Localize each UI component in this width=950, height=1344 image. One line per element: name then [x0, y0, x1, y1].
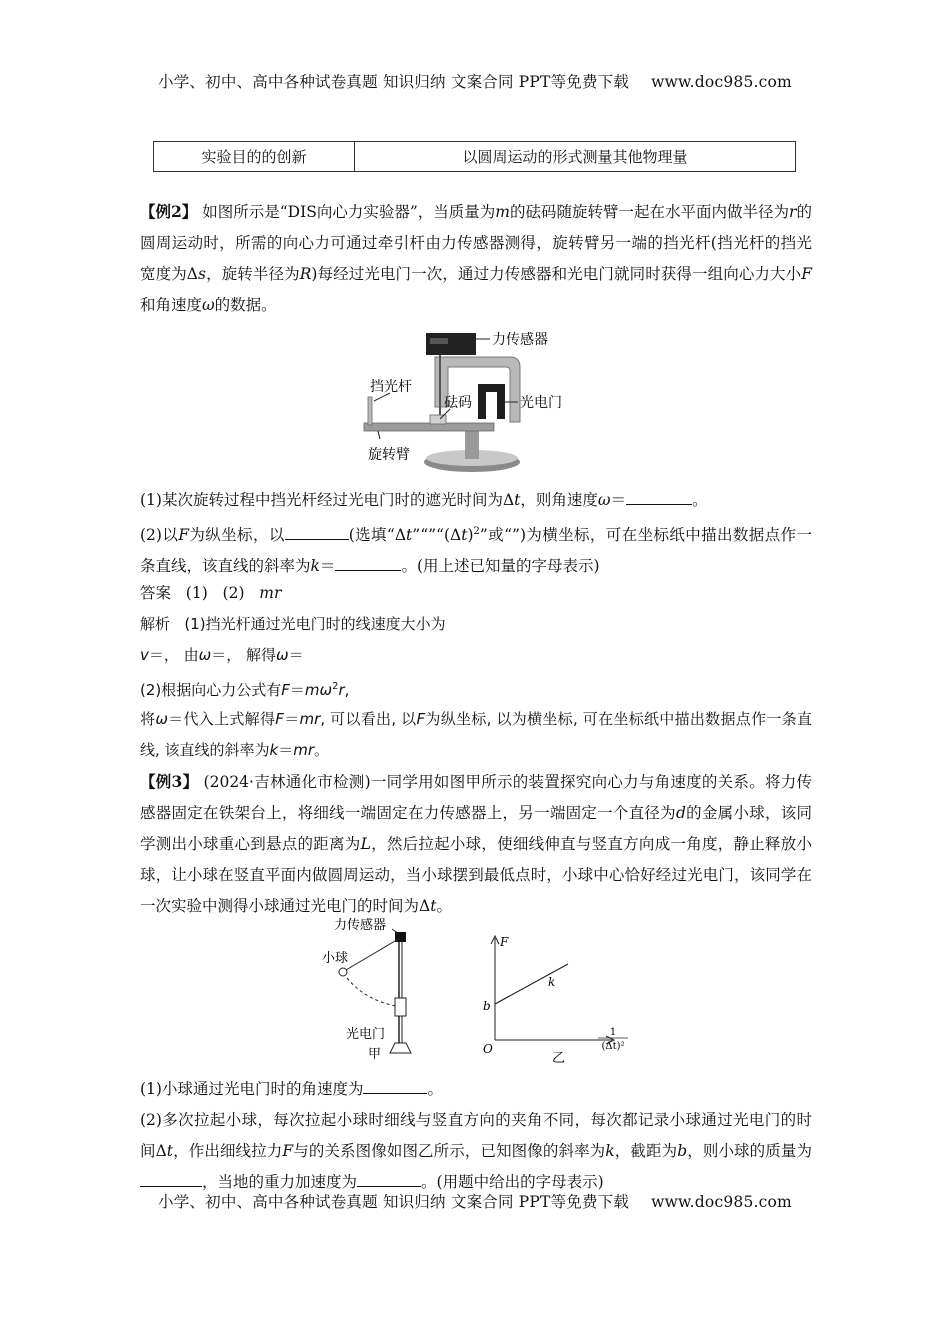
- var: mr: [299, 710, 321, 728]
- label-F: F: [500, 935, 509, 949]
- text: (2)根据向心力公式有: [140, 681, 282, 699]
- text: 的数据。: [214, 296, 277, 314]
- text: 。: [427, 1080, 443, 1098]
- text: ＝: [610, 491, 627, 509]
- label-arm: 旋转臂: [368, 447, 410, 463]
- var: t: [461, 526, 468, 545]
- example2-q2: [140, 516, 812, 582]
- text: 。(用上述已知量的字母表示): [401, 557, 600, 576]
- var: s: [198, 265, 206, 283]
- var: L: [360, 835, 371, 853]
- text: 的圆周运动时，所需的向心力可通过牵引杆由力传感器测得，旋转臂另一端的挡光杆(挡光杆的挡光宽度为Δ: [140, 203, 812, 283]
- text: (2)多次拉起小球，每次拉起小球时细线与竖直方向的夹角不同，每次都记录小球通过光电门的时间Δ: [140, 1111, 812, 1160]
- var: mr: [293, 741, 315, 759]
- text: (2024·吉林通化市检测)一同学用如图甲所示的装置探究向心力与角速度的关系。将力传感器固定在铁架台上，将细线一端固定在力传感器上，另一端固定一个直径为: [140, 773, 812, 822]
- example3-figure: [320, 918, 640, 1070]
- var: mr: [259, 584, 282, 602]
- ball: [339, 968, 347, 976]
- var: d: [675, 804, 686, 822]
- text: (2)以: [140, 526, 179, 545]
- label-force-sensor: 力传感器: [492, 332, 548, 348]
- stand-base: [390, 1043, 411, 1053]
- superscript: 2: [332, 681, 339, 692]
- footer-text: 小学、初中、高中各种试卷真题 知识归纳 文案合同 PPT等免费下载: [158, 1193, 630, 1211]
- dis-apparatus-figure: [360, 327, 590, 475]
- label-force-sensor: 力传感器: [334, 918, 387, 933]
- text: ”或“”)为横坐标，可在坐标纸中描出数据点作一条直线，该直线的斜率为: [140, 526, 812, 576]
- text: , 可以看出, 以: [320, 710, 417, 728]
- example-tag: 【例3】: [140, 772, 199, 791]
- label-rod: 挡光杆: [370, 379, 412, 395]
- text: (2): [222, 584, 245, 602]
- text: 的砝码随旋转臂一起在水平面内做半径为: [510, 203, 790, 221]
- label-weight: 砝码: [444, 395, 472, 411]
- example3-stem: [140, 766, 812, 922]
- var: r: [338, 681, 345, 699]
- example2-analysis-1: [140, 609, 812, 640]
- var: mω: [304, 681, 333, 699]
- text: (1)小球通过光电门时的角速度为: [140, 1080, 364, 1098]
- var: k: [269, 741, 279, 759]
- superscript: 2: [473, 526, 480, 537]
- stand: [465, 431, 479, 459]
- answer-blank[interactable]: [363, 1079, 427, 1094]
- text: ＝， 解得: [211, 646, 277, 664]
- text: ，然后拉起小球，使细线伸直与竖直方向成一角度，静止释放小球，让小球在竖直平面内做圆周运动，当小球摆到最低点时，小球中心恰好经过光电门，该同学在一次实验中测得小球通过光电门的时间为Δ: [140, 835, 812, 915]
- text: ＝: [319, 557, 336, 576]
- example2-analysis-3: [140, 671, 812, 706]
- text: 和角速度: [140, 296, 203, 314]
- var: t: [166, 1142, 174, 1160]
- answer-blank[interactable]: [140, 1172, 202, 1187]
- text: ，则角速度: [520, 491, 598, 509]
- var: F: [416, 710, 426, 728]
- example2-analysis-4: [140, 704, 812, 766]
- text: 的金属小球，该同学测出小球重心到悬点的距离为: [140, 804, 812, 853]
- answer-label: 答案: [140, 584, 172, 602]
- frame: [435, 357, 520, 422]
- label-jia: 甲: [368, 1047, 382, 1062]
- text: ，作出细线拉力: [173, 1142, 283, 1160]
- text: ＝: [278, 741, 294, 759]
- text: )每经过光电门一次，通过力传感器和光电门就同时获得一组向心力大小: [311, 265, 802, 283]
- text: ＝: [288, 646, 304, 664]
- var: ω: [202, 296, 215, 314]
- var: F: [801, 265, 812, 283]
- text: 。: [436, 897, 452, 915]
- table-cell: 以圆周运动的形式测量其他物理量: [355, 142, 796, 172]
- text: 如图所示是“DIS向心力实验器”，当质量为: [202, 203, 496, 221]
- text: 的关系图像如图乙所示，已知图像的斜率为: [308, 1142, 606, 1160]
- label-b: b: [483, 999, 491, 1013]
- string: [346, 938, 400, 970]
- text: (1): [185, 584, 208, 602]
- text: ＝， 由: [148, 646, 199, 664]
- text: (1)某次旋转过程中挡光杆经过光电门时的遮光时间为Δ: [140, 491, 515, 509]
- text: 将: [140, 710, 156, 728]
- label-k: k: [548, 975, 556, 989]
- example2-q1: [140, 485, 812, 516]
- var: ω: [198, 646, 212, 664]
- text: 与: [293, 1142, 309, 1160]
- var: r: [789, 203, 797, 221]
- var: R: [299, 265, 312, 283]
- answer-blank[interactable]: [626, 490, 692, 505]
- label-photogate: 光电门: [520, 395, 562, 411]
- text: ”“”“(Δ: [412, 526, 462, 545]
- answer-blank[interactable]: [285, 525, 349, 540]
- innovation-table: [153, 141, 796, 172]
- text: (1)挡光杆通过光电门时的线速度大小为: [184, 615, 446, 633]
- example-tag: 【例2】: [140, 202, 198, 221]
- label-O: O: [483, 1042, 493, 1056]
- text: ，截距为: [614, 1142, 678, 1160]
- graph-line: [495, 964, 568, 1004]
- text: 为纵坐标, 以为横坐标, 可在坐标纸中描出数据点作一条直线, 该直线的斜率为: [140, 710, 812, 759]
- text: (选填“Δ: [348, 526, 407, 545]
- photogate: [395, 998, 406, 1016]
- text: ，旋转半径为: [205, 265, 300, 283]
- text: 。: [692, 491, 708, 509]
- weight: [430, 415, 446, 424]
- var: b: [677, 1142, 688, 1160]
- header-text: 小学、初中、高中各种试卷真题 知识归纳 文案合同 PPT等免费下载: [158, 73, 630, 91]
- rotating-arm: [364, 423, 494, 431]
- var: t: [406, 526, 413, 545]
- var: t: [514, 491, 521, 509]
- var: m: [495, 203, 510, 221]
- text: ＝: [283, 710, 300, 728]
- text: 为纵坐标，以: [189, 526, 285, 545]
- answer-blank[interactable]: [357, 1172, 421, 1187]
- text: ＝: [289, 681, 305, 699]
- light-block-rod: [368, 397, 372, 425]
- footer-site[interactable]: www.doc985.com: [651, 1193, 792, 1211]
- var: ω: [597, 491, 611, 509]
- var: k: [310, 557, 320, 576]
- label-x-num: 1: [609, 1027, 617, 1038]
- example3-q1: [140, 1074, 812, 1105]
- answer-blank[interactable]: [335, 556, 401, 571]
- text: ): [467, 526, 474, 545]
- text: ，则小球的质量为: [687, 1142, 812, 1160]
- var: ω: [276, 646, 289, 664]
- text: ,: [344, 681, 350, 699]
- var: F: [281, 681, 290, 699]
- swing-path: [347, 978, 396, 1006]
- var: k: [605, 1142, 615, 1160]
- example2-answer: [140, 578, 812, 609]
- var: t: [430, 897, 437, 915]
- var: F: [282, 1142, 294, 1160]
- text: 。: [314, 741, 330, 759]
- page-header: [0, 70, 950, 92]
- table-cell: 实验目的的创新: [154, 142, 355, 172]
- var: v: [140, 646, 149, 664]
- photogate: [478, 384, 505, 419]
- example2-analysis-2: [140, 640, 812, 671]
- example3-q2: [140, 1105, 812, 1198]
- leader-line: [378, 431, 380, 439]
- text: ＝代入上式解得: [167, 710, 276, 728]
- page-footer: [0, 1190, 950, 1212]
- text: ，当地的重力加速度为: [202, 1173, 358, 1191]
- label-ball: 小球: [322, 951, 349, 966]
- var: F: [275, 710, 284, 728]
- sensor-detail: [430, 338, 448, 344]
- label-yi: 乙: [552, 1051, 566, 1066]
- label-x-den: (Δt)²: [601, 1041, 625, 1052]
- example2-stem: [140, 196, 812, 321]
- table-row: [154, 142, 796, 172]
- var: F: [178, 526, 189, 545]
- label-photogate: 光电门: [346, 1027, 386, 1042]
- analysis-label: 解析: [140, 615, 171, 633]
- var: ω: [155, 710, 168, 728]
- text: 。(用题中给出的字母表示): [421, 1173, 604, 1191]
- header-site[interactable]: www.doc985.com: [651, 73, 792, 91]
